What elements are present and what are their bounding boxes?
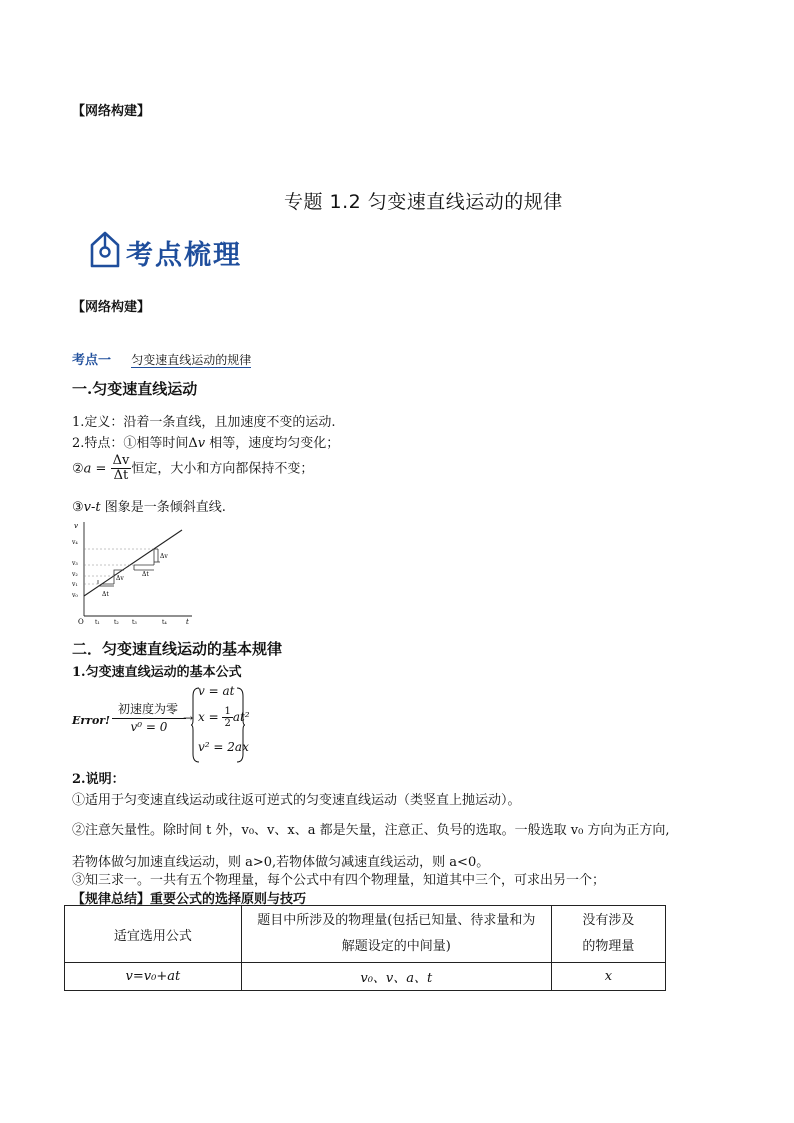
formula-2-right: at² [232, 710, 250, 724]
formula-2 [198, 706, 250, 729]
formula-1: v = at [198, 684, 235, 698]
table-header-2-line1: 题目中所涉及的物理量(包括已知量、待求量和为 [257, 913, 536, 928]
vt-label: v-t [83, 500, 101, 515]
arrow-head: → [183, 711, 194, 725]
x-label-t1: t₁ [95, 619, 100, 626]
part2-sub2: 2.说明： [72, 772, 125, 787]
vt-prefix: ③ [72, 500, 84, 515]
part2-sub1: 1.匀变速直线运动的基本公式 [72, 665, 242, 680]
feature-suffix: 相等，速度均匀变化； [205, 436, 340, 451]
y-label-v3: v₃ [72, 560, 78, 567]
summary-heading: 【规律总结】重要公式的选择原则与技巧 [72, 892, 307, 907]
x-label-t2: t₂ [114, 619, 119, 626]
page-title: 专题 1.2 匀变速直线运动的规律 [284, 191, 563, 213]
accel-num: Δv [112, 453, 130, 468]
y-label-v: v [74, 522, 78, 530]
accel-prefix: ② [72, 461, 84, 477]
accel-den: Δt [113, 468, 129, 484]
error-text: Error! [72, 714, 110, 727]
formula-2-den: 2 [224, 718, 231, 729]
y-label-v0: v₀ [72, 592, 78, 599]
section-title: 匀变速直线运动的规律 [131, 353, 252, 367]
x-label-t3: t₃ [132, 619, 137, 626]
feature-line [72, 432, 339, 451]
table-header-cell [551, 906, 665, 963]
dt-label-large: Δt [142, 571, 149, 578]
section-label: 考点一 [72, 353, 112, 368]
table-header-cell [241, 906, 551, 963]
note-2b: 若物体做匀加速直线运动，则 a>0,若物体做匀减速直线运动，则 a<0。 [72, 855, 490, 870]
formula-3: v² = 2ax [198, 740, 249, 754]
table-cell: v=v₀+at [65, 963, 242, 991]
formula-table [64, 905, 666, 991]
definition-line: 1.定义：沿着一条直线，且加速度不变的运动. [72, 415, 336, 430]
x-label-o: O [78, 618, 84, 626]
table-header-cell: 适宜选用公式 [65, 906, 242, 963]
table-header-2-line2: 解题设定的中间量) [341, 939, 451, 954]
dt-label-small: Δt [102, 591, 109, 598]
kaodian-title: 考点梳理 [126, 240, 242, 271]
note-2: ②注意矢量性。除时间 t 外，v₀、v、x、a 都是矢量，注意正、负号的选取。一般选取 v₀ 方向为正方向, [72, 823, 670, 838]
accel-eq: = [91, 461, 111, 477]
condition-top: 初速度为零 [117, 702, 178, 716]
x-label-t4: t₄ [162, 619, 167, 626]
table-header-row [65, 906, 666, 963]
table-cell: x [551, 963, 665, 991]
accel-suffix: 恒定，大小和方向都保持不变； [131, 461, 314, 477]
kaodian-icon [88, 230, 122, 274]
formula-2-fraction [222, 706, 232, 729]
part2-heading: 二．匀变速直线运动的基本规律 [72, 640, 283, 658]
feature-v: v [197, 436, 206, 451]
accel-fraction [111, 454, 132, 484]
part1-heading: 一.匀变速直线运动 [72, 380, 198, 398]
dv-label-large: Δv [160, 553, 168, 560]
section-heading [72, 349, 251, 368]
feature-prefix: 2.特点：①相等时间Δ [72, 436, 198, 451]
vt-suffix: 图象是一条倾斜直线. [100, 500, 226, 515]
accel-a: a [83, 461, 92, 477]
accel-line [72, 454, 313, 484]
x-label-t: t [186, 618, 189, 626]
vt-line [72, 496, 226, 515]
y-label-v1: v₁ [72, 581, 78, 588]
formula-2-left: x = [198, 710, 223, 724]
formula-2-num: 1 [224, 706, 231, 717]
note-3: ③知三求一。一共有五个物理量，每个公式中有四个物理量，知道其中三个，可求出另一个； [72, 873, 606, 888]
table-header-3-line2: 的物理量 [582, 939, 635, 954]
condition-bottom: v⁰ = 0 [130, 720, 168, 734]
vt-graph [70, 518, 200, 630]
condition-arrow-line [112, 718, 186, 719]
note-1: ①适用于匀变速直线运动或往返可逆式的匀变速直线运动（类竖直上抛运动）。 [72, 793, 521, 808]
y-label-v2: v₂ [72, 571, 78, 578]
dv-label-small: Δv [116, 575, 124, 582]
header-tag-top: 【网络构建】 [72, 104, 151, 119]
table-row [65, 963, 666, 991]
header-tag: 【网络构建】 [72, 300, 151, 315]
y-label-v4: v₄ [72, 539, 78, 546]
table-header-3-line1: 没有涉及 [582, 913, 635, 928]
formula-block [72, 684, 262, 764]
table-cell: v₀、v、a、t [241, 963, 551, 991]
